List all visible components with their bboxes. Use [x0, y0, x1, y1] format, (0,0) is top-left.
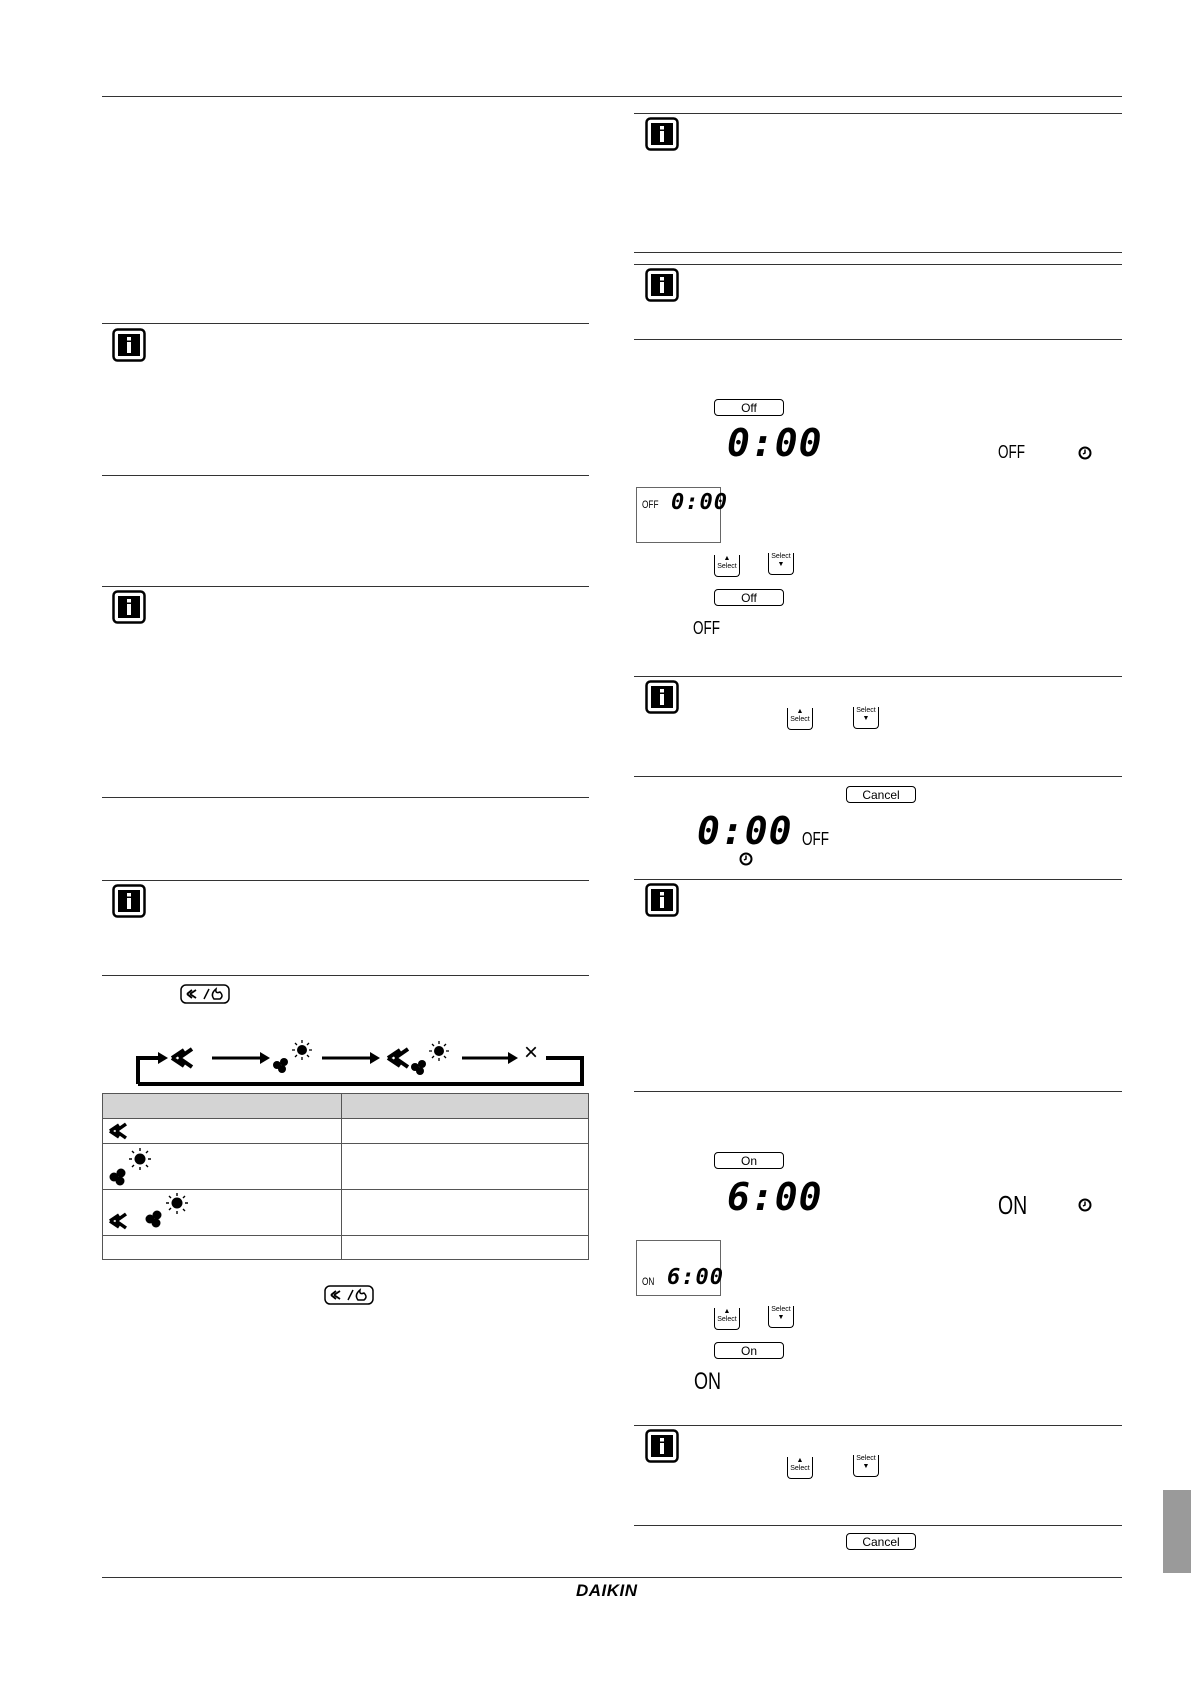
- cancel-button[interactable]: Cancel: [846, 786, 916, 803]
- select-up-button[interactable]: ▲ Select: [787, 708, 813, 730]
- mode-cycle-diagram: [132, 1038, 592, 1086]
- info-icon: [645, 883, 679, 917]
- header-rule: [102, 96, 1122, 97]
- select-label: Select: [856, 1455, 876, 1462]
- footer-rule: [102, 1577, 1122, 1578]
- info-icon: [645, 1429, 679, 1463]
- select-down-button[interactable]: Select ▼: [853, 1455, 879, 1477]
- table-row: [103, 1236, 589, 1260]
- swing-fan-sun-icon: [107, 1193, 197, 1233]
- table-row: [103, 1119, 589, 1144]
- right-rule-4: [634, 339, 1122, 340]
- on-indicator: ON: [694, 1368, 721, 1395]
- off-indicator: OFF: [693, 618, 720, 638]
- table-row: [103, 1190, 589, 1236]
- lcd-thumbnail-off: [636, 487, 728, 543]
- select-up-button[interactable]: ▲ Select: [714, 555, 740, 577]
- off-indicator: OFF: [998, 442, 1025, 462]
- select-label: Select: [771, 553, 791, 560]
- off-indicator: OFF: [802, 829, 829, 849]
- select-up-button[interactable]: ▲ Select: [714, 1308, 740, 1330]
- left-rule-1: [102, 323, 589, 324]
- left-rule-5: [102, 880, 589, 881]
- lcd-thumbnail-on: [636, 1240, 724, 1296]
- off-indicator: OFF: [642, 499, 659, 511]
- select-down-button[interactable]: Select ▼: [853, 707, 879, 729]
- swing-fan-sun-icon: [388, 1041, 449, 1075]
- info-icon: [645, 268, 679, 302]
- select-label: Select: [856, 707, 876, 714]
- right-rule-6: [634, 776, 1122, 777]
- right-rule-9: [634, 1425, 1122, 1426]
- left-rule-2: [102, 475, 589, 476]
- right-rule-3: [634, 264, 1122, 265]
- on-button[interactable]: On: [714, 1342, 784, 1359]
- left-rule-3: [102, 586, 589, 587]
- mode-table: [102, 1093, 589, 1260]
- info-icon: [112, 328, 146, 362]
- side-tab: [1163, 1490, 1191, 1573]
- left-rule-4: [102, 797, 589, 798]
- mode-button-icon: [324, 1285, 374, 1305]
- info-icon: [645, 680, 679, 714]
- select-up-button[interactable]: ▲ Select: [787, 1457, 813, 1479]
- lcd-on-time: 6:00: [667, 1265, 724, 1290]
- select-label: Select: [771, 1306, 791, 1313]
- lcd-off-time: 0:00: [697, 809, 793, 853]
- right-rule-10: [634, 1525, 1122, 1526]
- select-label: Select: [790, 1465, 810, 1472]
- clock-icon: [1078, 1198, 1092, 1212]
- select-label: Select: [717, 1316, 737, 1323]
- lcd-on-time: 6:00: [727, 1175, 823, 1219]
- mode-button-icon: [180, 984, 230, 1004]
- select-down-button[interactable]: Select ▼: [768, 553, 794, 575]
- cancel-button[interactable]: Cancel: [846, 1533, 916, 1550]
- lcd-off-time: 0:00: [671, 490, 728, 515]
- swing-fan-icon: [172, 1049, 192, 1067]
- mode-cycle-end-symbol: ×: [524, 1039, 539, 1066]
- table-header-row: [103, 1094, 589, 1119]
- fan-sun-icon: [273, 1040, 312, 1073]
- info-icon: [112, 590, 146, 624]
- off-button[interactable]: Off: [714, 589, 784, 606]
- left-rule-6: [102, 975, 589, 976]
- lcd-off-time: 0:00: [727, 421, 823, 465]
- right-rule-8: [634, 1091, 1122, 1092]
- swing-fan-icon: [107, 1122, 133, 1140]
- table-row: [103, 1144, 589, 1190]
- info-icon: [645, 117, 679, 151]
- right-rule-7: [634, 879, 1122, 880]
- select-label: Select: [717, 563, 737, 570]
- right-rule-5: [634, 676, 1122, 677]
- right-rule-2: [634, 252, 1122, 253]
- on-indicator: ON: [998, 1190, 1028, 1220]
- right-rule-1: [634, 113, 1122, 114]
- select-down-button[interactable]: Select ▼: [768, 1306, 794, 1328]
- clock-icon: [739, 852, 753, 866]
- info-icon: [112, 884, 146, 918]
- on-indicator: ON: [642, 1276, 655, 1288]
- brand-logo: DAIKIN: [576, 1581, 638, 1600]
- off-button[interactable]: Off: [714, 399, 784, 416]
- fan-sun-icon: [107, 1147, 157, 1187]
- clock-icon: [1078, 446, 1092, 460]
- select-label: Select: [790, 716, 810, 723]
- on-button[interactable]: On: [714, 1152, 784, 1169]
